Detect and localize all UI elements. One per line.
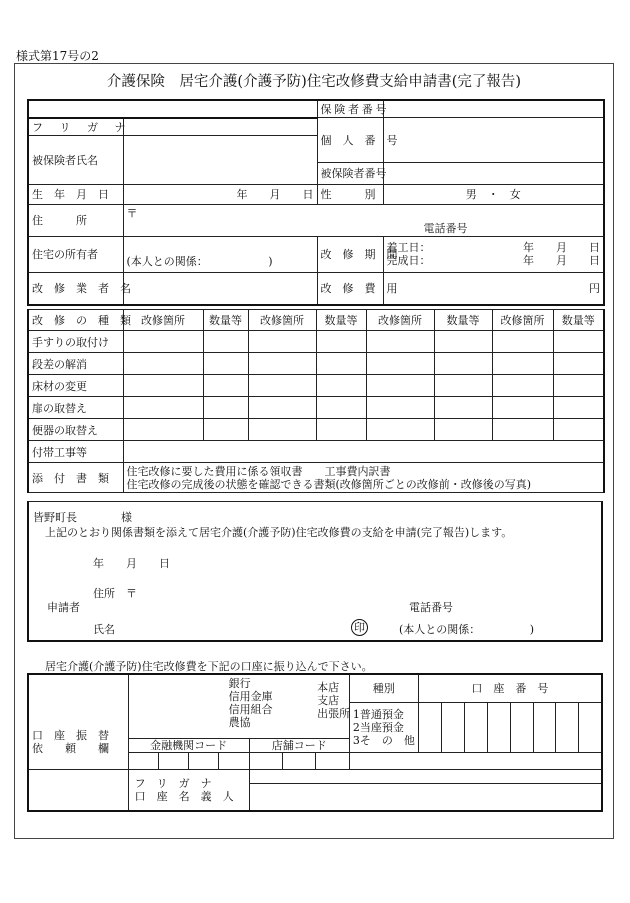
code-spacer-2 xyxy=(418,752,602,769)
work-type-cell[interactable] xyxy=(316,419,366,441)
work-type-cell[interactable] xyxy=(248,419,316,441)
work-type-cell[interactable] xyxy=(553,353,604,375)
holder-name-field[interactable] xyxy=(249,783,602,811)
inst-code-3[interactable] xyxy=(189,752,219,769)
work-type-cell[interactable] xyxy=(553,331,604,353)
work-type-cell[interactable] xyxy=(434,375,492,397)
acct-digit-7[interactable] xyxy=(556,702,579,752)
work-type-cell[interactable] xyxy=(248,353,316,375)
work-type-cell[interactable] xyxy=(203,375,248,397)
work-type-cell[interactable] xyxy=(492,419,553,441)
attachment-line-2: 住宅改修の完成後の状態を確認できる書類(改修箇所ごとの改修前・改修後の写真) xyxy=(126,477,532,491)
work-type-cell[interactable] xyxy=(123,353,203,375)
insurer-number-label: 保険者番号 xyxy=(317,100,383,118)
applicant-name-label: 氏名 xyxy=(93,623,115,636)
work-type-cell[interactable] xyxy=(492,397,553,419)
applicant-relation: (本人との関係： ) xyxy=(399,623,535,636)
work-type-row xyxy=(28,397,604,419)
work-type-cell[interactable] xyxy=(248,331,316,353)
holder-furigana-label: フ リ ガ ナ xyxy=(134,776,212,790)
holder-labels xyxy=(128,769,249,811)
branch-type: 支店 xyxy=(317,694,340,707)
address-phone-label: 電話番号 xyxy=(423,221,468,235)
insured-number-label: 被保険者番号 xyxy=(317,162,383,184)
period-field[interactable] xyxy=(383,236,604,272)
quantity-header-3: 数量等 xyxy=(434,310,492,331)
birth-date-field[interactable]: 年 月 日 xyxy=(123,184,317,204)
attachments-label: 添 付 書 類 xyxy=(28,463,123,493)
account-number-header: 口 座 番 号 xyxy=(418,674,602,702)
institution-type: 農協 xyxy=(228,716,251,729)
work-type-cell[interactable] xyxy=(316,397,366,419)
work-type-cell[interactable] xyxy=(366,353,434,375)
period-label: 改 修 期 間 xyxy=(317,236,383,272)
work-type-cell[interactable] xyxy=(316,331,366,353)
work-type-cell[interactable] xyxy=(203,353,248,375)
declaration-date[interactable]: 年 月 日 xyxy=(93,557,170,570)
cost-field[interactable]: 円 xyxy=(383,272,604,305)
applicant-phone-label: 電話番号 xyxy=(409,601,453,614)
work-type-cell[interactable] xyxy=(366,419,434,441)
work-type-table xyxy=(27,309,605,493)
attachments-field xyxy=(123,463,604,493)
work-type-cell[interactable] xyxy=(203,331,248,353)
location-header-4: 改修箇所 xyxy=(492,310,553,331)
branch-code-2[interactable] xyxy=(283,752,316,769)
work-type-cell[interactable] xyxy=(123,331,203,353)
birth-date-label: 生 年 月 日 xyxy=(28,184,123,204)
work-type-name: 床材の変更 xyxy=(28,375,123,397)
work-type-cell[interactable] xyxy=(553,419,604,441)
acct-digit-4[interactable] xyxy=(487,702,510,752)
work-type-row xyxy=(28,441,604,463)
work-type-row xyxy=(28,419,604,441)
attachment-line-1: 住宅改修に要した費用に係る領収書 工事費内訳書 xyxy=(126,464,391,478)
work-type-cell[interactable] xyxy=(123,375,203,397)
work-type-cell[interactable] xyxy=(434,353,492,375)
finish-label: 完成日： xyxy=(386,254,431,267)
work-type-cell[interactable] xyxy=(316,375,366,397)
work-type-row xyxy=(28,331,604,353)
contractor-field[interactable] xyxy=(123,272,317,305)
applicant-table xyxy=(27,99,605,306)
applicant-label: 申請者 xyxy=(47,601,80,614)
gender-field[interactable]: 男 ・ 女 xyxy=(383,184,604,204)
applicant-address-label: 住所 〒 xyxy=(93,587,137,600)
seal-mark: 印 xyxy=(351,619,368,636)
address-label: 住 所 xyxy=(28,204,123,236)
location-header-2: 改修箇所 xyxy=(248,310,316,331)
work-type-name: 手すりの取付け xyxy=(28,331,123,353)
acct-digit-6[interactable] xyxy=(533,702,556,752)
insurer-number-field[interactable] xyxy=(383,100,604,118)
furigana-label: フ リ ガ ナ xyxy=(28,118,123,136)
work-type-cell[interactable] xyxy=(492,353,553,375)
start-label: 着工日： xyxy=(386,241,431,254)
declaration-box xyxy=(27,501,603,642)
declaration-statement: 上記のとおり関係書類を添えて居宅介護(介護予防)住宅改修費の支給を申請(完了報告)します。 xyxy=(45,526,513,539)
address-field[interactable] xyxy=(123,204,604,236)
work-type-cell[interactable] xyxy=(492,375,553,397)
insured-name-field[interactable] xyxy=(123,135,317,184)
acct-digit-2[interactable] xyxy=(441,702,464,752)
furigana-field[interactable] xyxy=(123,118,317,136)
acct-digit-5[interactable] xyxy=(510,702,533,752)
insured-name-label: 被保険者氏名 xyxy=(28,135,123,184)
institution-type: 信用組合 xyxy=(228,703,273,716)
work-type-cell[interactable] xyxy=(366,375,434,397)
form-number: 様式第17号の2 xyxy=(16,49,99,63)
work-type-cell[interactable] xyxy=(366,331,434,353)
branch-code-label: 店舗コード xyxy=(249,738,349,752)
individual-number-field[interactable] xyxy=(383,118,604,163)
location-header-3: 改修箇所 xyxy=(366,310,434,331)
branch-code-1[interactable] xyxy=(249,752,282,769)
contractor-label: 改 修 業 者 名 xyxy=(28,272,123,305)
work-type-cell[interactable] xyxy=(434,419,492,441)
account-type-option: 2当座預金 xyxy=(352,720,404,734)
bank-section-label-2: 依 頼 欄 xyxy=(32,741,109,755)
institution-type: 銀行 xyxy=(228,677,251,690)
work-type-name: 段差の解消 xyxy=(28,353,123,375)
work-type-cell[interactable] xyxy=(123,397,203,419)
work-type-cell[interactable] xyxy=(316,353,366,375)
work-type-cell[interactable] xyxy=(434,331,492,353)
application-form xyxy=(14,63,614,839)
individual-number-label: 個 人 番 号 xyxy=(317,118,383,163)
account-type-options[interactable] xyxy=(349,702,418,752)
insured-number-field[interactable] xyxy=(383,162,604,184)
work-type-name: 扉の取替え xyxy=(28,397,123,419)
work-type-cell[interactable] xyxy=(553,397,604,419)
work-type-label: 改 修 の 種 類 xyxy=(28,310,123,331)
owner-field[interactable] xyxy=(123,236,317,272)
addressee: 皆野町長 様 xyxy=(33,511,132,524)
form-title: 介護保険 居宅介護(介護予防)住宅改修費支給申請書(完了報告) xyxy=(106,74,522,90)
bank-blank xyxy=(28,769,128,811)
work-type-name: 便器の取替え xyxy=(28,419,123,441)
start-date: 年 月 日 xyxy=(523,241,600,254)
finish-date: 年 月 日 xyxy=(523,254,600,267)
work-type-row xyxy=(28,353,604,375)
gender-label: 性 別 xyxy=(317,184,383,204)
inst-code-2[interactable] xyxy=(158,752,188,769)
holder-label: 口 座 名 義 人 xyxy=(134,789,234,803)
branch-code-3[interactable] xyxy=(316,752,349,769)
quantity-header-2: 数量等 xyxy=(316,310,366,331)
location-header-1: 改修箇所 xyxy=(123,310,203,331)
account-type-header: 種別 xyxy=(349,674,418,702)
work-type-cell[interactable] xyxy=(553,375,604,397)
branch-type: 出張所 xyxy=(317,707,351,720)
bank-table xyxy=(27,673,603,812)
institution-type: 信用金庫 xyxy=(228,690,273,703)
institution-code-label: 金融機関コード xyxy=(128,738,249,752)
work-type-cell[interactable] xyxy=(492,331,553,353)
work-type-cell[interactable] xyxy=(203,397,248,419)
bank-instruction: 居宅介護(介護予防)住宅改修費を下記の口座に振り込んで下さい。 xyxy=(45,660,373,673)
owner-label: 住宅の所有者 xyxy=(28,236,123,272)
work-type-name: 付帯工事等 xyxy=(28,441,123,463)
work-type-cell[interactable] xyxy=(366,397,434,419)
account-type-option: 3そ の 他 xyxy=(352,733,415,747)
institution-type-list[interactable] xyxy=(128,674,273,738)
work-type-row xyxy=(28,375,604,397)
acct-digit-1[interactable] xyxy=(418,702,441,752)
blank-top xyxy=(28,100,317,118)
inst-code-1[interactable] xyxy=(128,752,158,769)
inst-code-4[interactable] xyxy=(219,752,249,769)
acct-digit-3[interactable] xyxy=(464,702,487,752)
work-type-cell[interactable] xyxy=(248,397,316,419)
bank-section-label xyxy=(28,674,128,769)
branch-type: 本店 xyxy=(317,681,340,694)
holder-furigana-field[interactable] xyxy=(249,769,602,783)
work-type-cell[interactable] xyxy=(434,397,492,419)
work-type-cell[interactable] xyxy=(203,419,248,441)
quantity-header-4: 数量等 xyxy=(553,310,604,331)
acct-digit-8[interactable] xyxy=(579,702,602,752)
work-type-cell[interactable] xyxy=(248,375,316,397)
owner-relation: (本人との関係： ) xyxy=(126,254,273,268)
bank-section-label-1: 口 座 振 替 xyxy=(32,728,109,742)
code-spacer xyxy=(349,752,418,769)
work-type-cell[interactable] xyxy=(123,419,203,441)
work-type-cell[interactable] xyxy=(123,441,604,463)
account-type-option: 1普通預金 xyxy=(352,707,404,721)
quantity-header-1: 数量等 xyxy=(203,310,248,331)
cost-label: 改 修 費 用 xyxy=(317,272,383,305)
postal-mark: 〒 xyxy=(126,206,138,220)
